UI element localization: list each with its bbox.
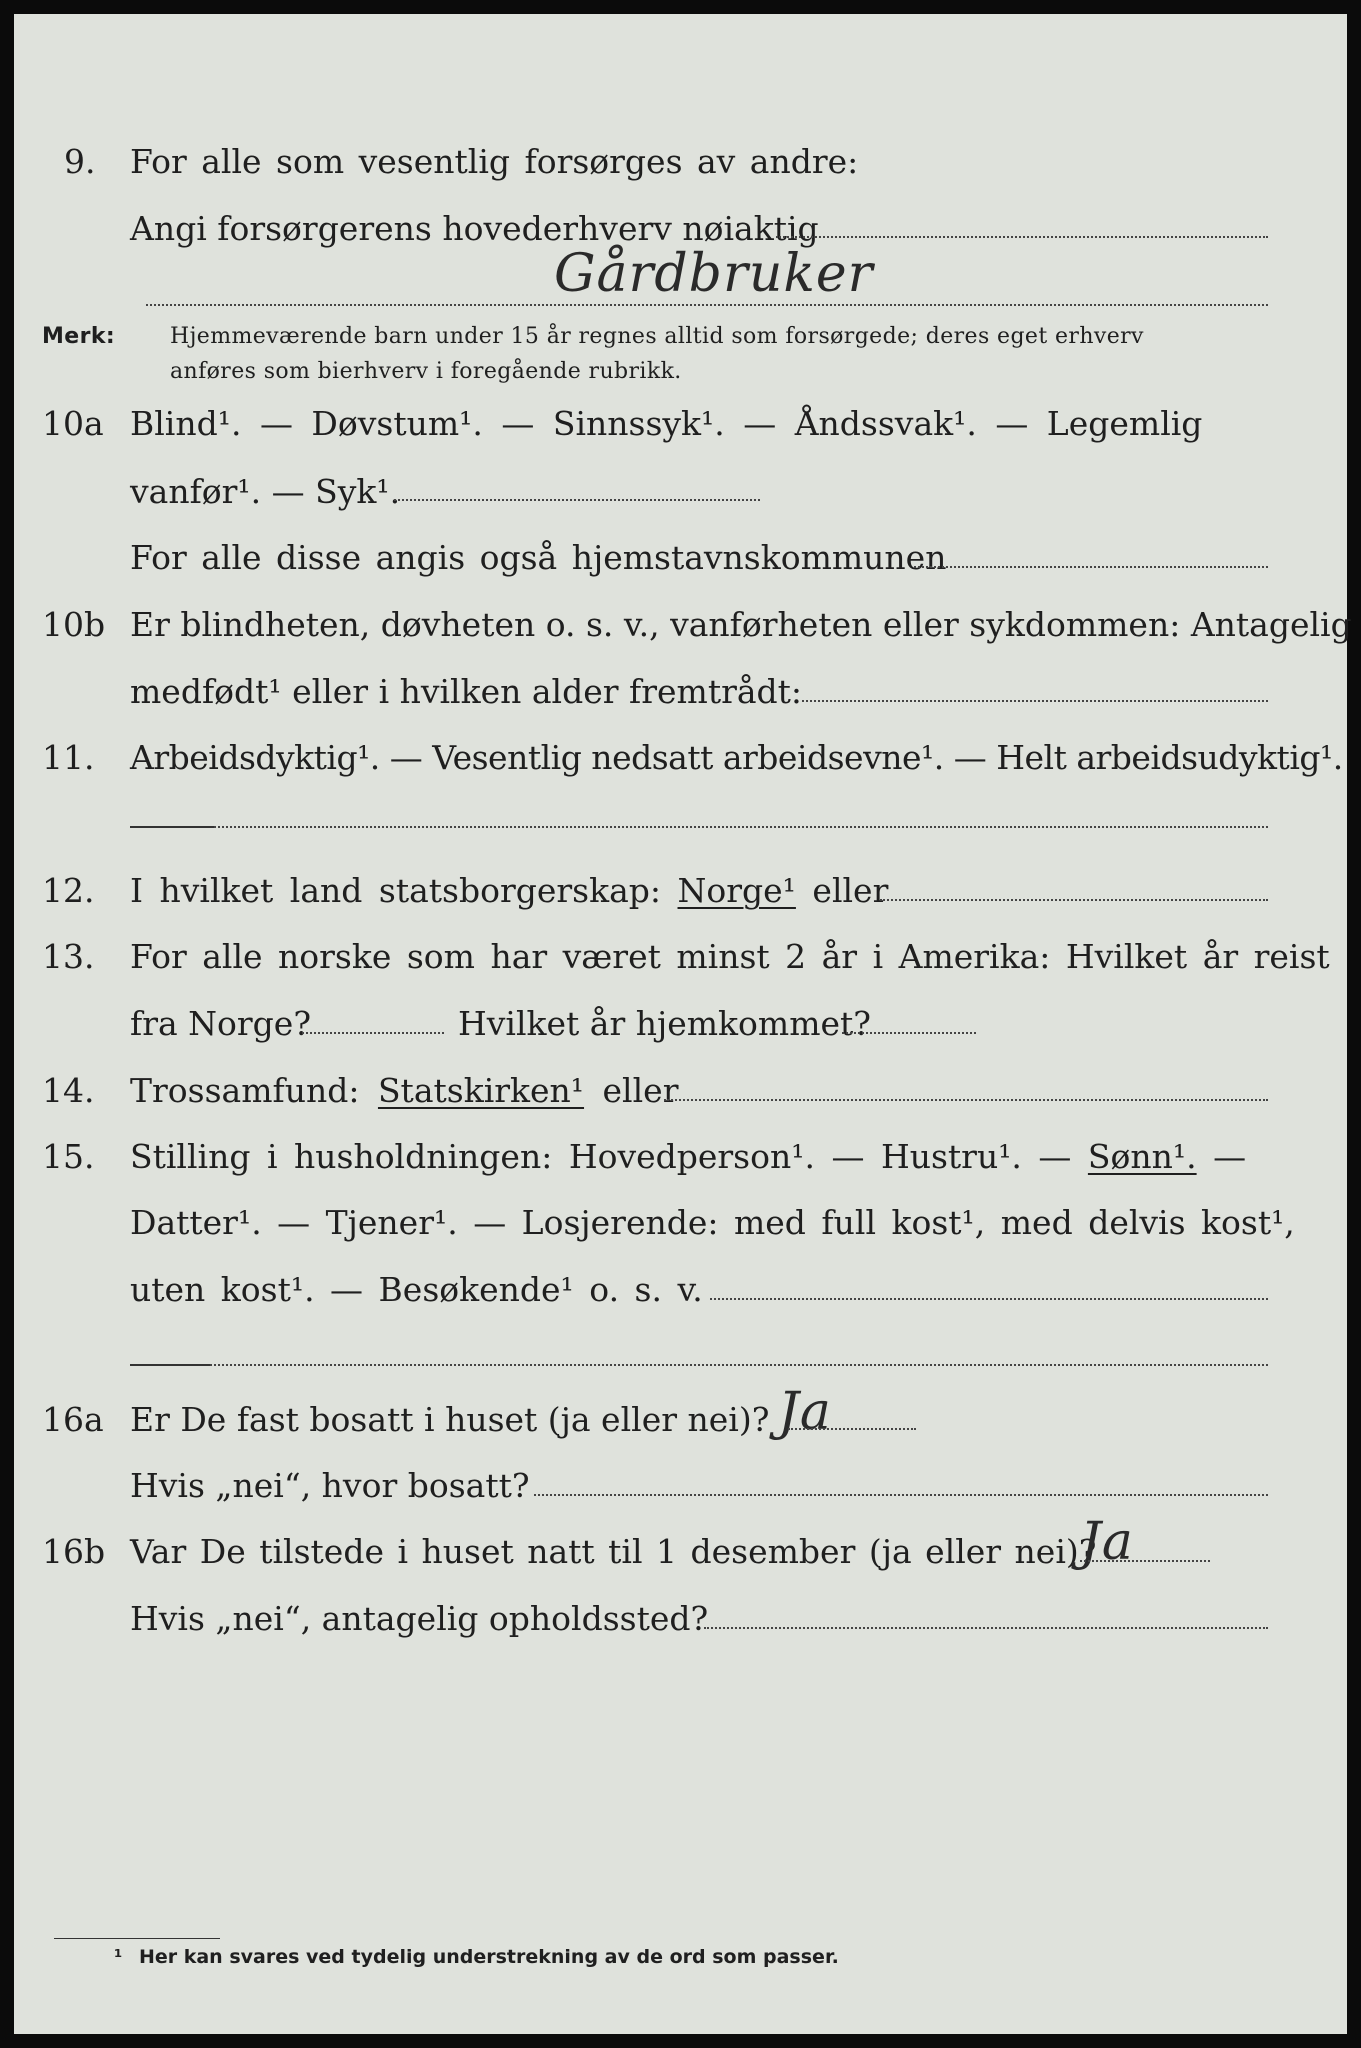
q15-number: 15.	[42, 1137, 95, 1176]
q16b-line2: Hvis „nei“, antagelig opholdssted?	[130, 1599, 709, 1638]
q14-pre: Trossamfund:	[130, 1071, 360, 1110]
footnote-text: Her kan svares ved tydelig understrekning av de ord som passer.	[138, 1946, 839, 1968]
q15-solid-line	[130, 1364, 210, 1366]
q10a-line2: vanfør¹. — Syk¹.	[130, 472, 401, 511]
q10b-number: 10b	[42, 605, 106, 644]
q9-answer-line1	[776, 236, 1268, 238]
q9-number: 9.	[64, 142, 96, 181]
q14-line	[130, 1071, 678, 1111]
q9-answer-line2	[146, 304, 1268, 306]
q16a-line1: Er De fast bosatt i huset (ja eller nei)?	[130, 1400, 770, 1439]
q10a-number: 10a	[42, 404, 104, 443]
q16b-number: 16b	[42, 1532, 106, 1571]
q13-hjemkommet-line	[842, 1032, 976, 1034]
q10a-line1: Blind¹. — Døvstum¹. — Sinnssyk¹. — Åndssvak¹. — Legemlig	[130, 404, 1203, 443]
q13-line1: For alle norske som har været minst 2 år i Amerika: Hvilket år reist	[130, 937, 1330, 976]
q10a-line3: For alle disse angis også hjemstavnskommunen	[130, 538, 947, 577]
q12-pre: I hvilket land statsborgerskap:	[130, 871, 662, 910]
q9-line2: Angi forsørgerens hovederhverv nøiaktig	[130, 209, 819, 248]
footnote-rule	[54, 1938, 220, 1939]
q10b-line1: Er blindheten, døvheten o. s. v., vanførheten eller sykdommen: Antagelig	[130, 605, 1352, 644]
q15-answer-line	[710, 1298, 1268, 1300]
q16a-bosatt-line	[534, 1494, 1268, 1496]
q12-post: eller	[812, 871, 889, 910]
footnote	[114, 1946, 839, 1968]
q15-line1-pre: Stilling i husholdningen: Hovedperson¹. — Hustru¹. —	[130, 1137, 1072, 1176]
q14-post: eller	[602, 1071, 679, 1110]
q15-line2: Datter¹. — Tjener¹. — Losjerende: med full kost¹, med delvis kost¹,	[130, 1203, 1295, 1242]
form-page	[14, 14, 1352, 2034]
q10b-answer-line	[802, 700, 1268, 702]
q10a-kommune-line	[914, 566, 1268, 568]
q11-solid-line	[130, 826, 214, 828]
q15-line1-post: —	[1213, 1137, 1247, 1176]
q12-line	[130, 871, 888, 911]
q11-line1: Arbeidsdyktig¹. — Vesentlig nedsatt arbeidsevne¹. — Helt arbeidsudyktig¹.	[130, 738, 1343, 777]
q16b-handwritten-answer: Ja	[1080, 1512, 1134, 1572]
q13-line2b: Hvilket år hjemkommet?	[458, 1004, 871, 1043]
q11-answer-line	[214, 826, 1268, 828]
q10a-answer-line	[394, 499, 760, 501]
footnote-mark: ¹	[114, 1946, 123, 1968]
q15-marked-answer: Sønn¹.	[1087, 1137, 1197, 1176]
q15-extra-line	[210, 1364, 1268, 1366]
q14-answer-line	[664, 1099, 1268, 1101]
q16b-answer-line	[1080, 1560, 1210, 1562]
q10b-line2: medfødt¹ eller i hvilken alder fremtrådt:	[130, 672, 803, 711]
q11-number: 11.	[42, 738, 95, 777]
q16b-opholdssted-line	[704, 1627, 1268, 1629]
q16a-number: 16a	[42, 1400, 104, 1439]
q16a-handwritten-answer: Ja	[778, 1382, 832, 1442]
q9-handwritten-answer: Gårdbruker	[554, 244, 874, 304]
q13-number: 13.	[42, 937, 95, 976]
q16a-line2: Hvis „nei“, hvor bosatt?	[130, 1466, 530, 1505]
q15-line1	[130, 1137, 1246, 1177]
q13-reist-line	[302, 1032, 444, 1034]
q12-marked-answer: Norge¹	[677, 871, 796, 910]
q12-answer-line	[880, 899, 1268, 901]
merk-label: Merk:	[42, 324, 116, 349]
q14-number: 14.	[42, 1071, 95, 1110]
q9-line1: For alle som vesentlig forsørges av andre:	[130, 142, 859, 181]
q16a-answer-line	[788, 1428, 916, 1430]
q16b-line1: Var De tilstede i huset natt til 1 desember (ja eller nei)?	[130, 1532, 1097, 1571]
merk-line1: Hjemmeværende barn under 15 år regnes alltid som forsørgede; deres eget erhverv	[170, 324, 1144, 349]
q15-line3: uten kost¹. — Besøkende¹ o. s. v.	[130, 1270, 703, 1309]
q13-line2a: fra Norge?	[130, 1004, 312, 1043]
merk-line2: anføres som bierhverv i foregående rubrikk.	[170, 359, 682, 384]
q12-number: 12.	[42, 871, 95, 910]
q14-marked-answer: Statskirken¹	[377, 1071, 585, 1110]
